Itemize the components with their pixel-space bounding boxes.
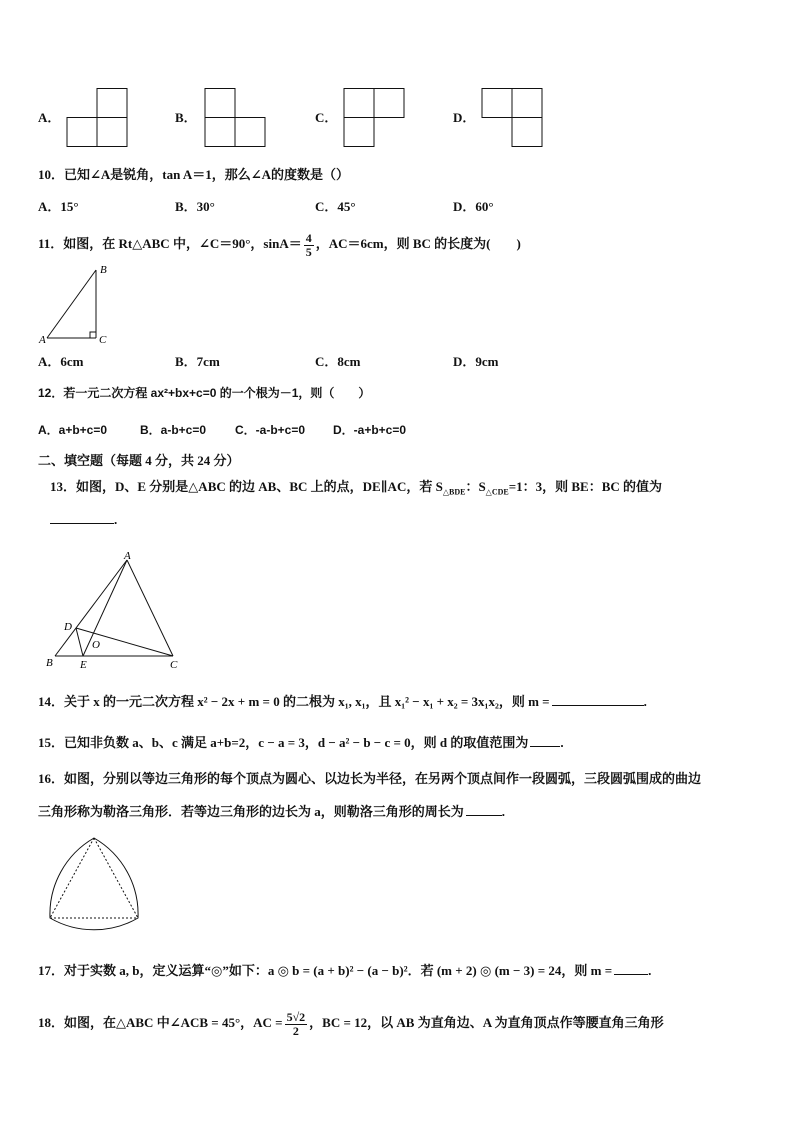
q13-sub-bde: △BDE [442,487,466,497]
q17-stem [38,961,651,980]
q16-answer-blank[interactable] [466,802,502,816]
q11-frac-den: 5 [305,244,312,259]
q17-end: . [648,963,652,978]
q13-end: . [114,512,118,527]
q11-triangle-figure [38,262,118,346]
q11-stem-prefix: 11．如图，在 Rt△ABC 中，∠C＝90°，sinA＝ [38,236,302,251]
q18-text-b: ，BC = 12，以 AB 为直角边、A 为直角顶点作等腰直角三角形 [309,1015,664,1030]
q11-option-c: C．8cm [315,354,361,369]
q11-stem-suffix: ，AC＝6cm，则 BC 的长度为( ) [315,236,521,251]
q13-label-o: O [92,639,100,651]
q14-stem [38,692,647,711]
q10-option-d: D．60° [453,199,494,214]
q13-answer-line [50,510,117,529]
q11-stem [38,230,521,259]
q13-stem-mid: ：S [465,479,486,494]
q13-label-d: D [64,621,72,633]
q11-option-d: D．9cm [453,354,499,369]
q11-option-b: B．7cm [175,354,220,369]
q9-option-b-label: B． [175,110,197,125]
q16-end: . [501,804,506,819]
q12-option-d: D．-a+b+c=0 [333,423,407,437]
q13-stem-b: =1：3，则 BE：BC 的值为 [508,479,663,494]
q13-label-e: E [80,659,87,671]
q16-stem-line2 [38,802,505,821]
q10-stem: 10．已知∠A是锐角，tan A＝1，那么∠A的度数是（） [38,167,350,182]
q14-text: 14．关于 x 的一元二次方程 x² − 2x + m = 0 的二根为 x₁, x₁，且 x₁² − x₁ + x₂ = 3x₁x₂，则 m = [38,694,550,709]
q13-stem [50,478,662,502]
q15-end: . [560,735,564,750]
q9-figure-c [343,88,405,148]
q13-triangle-figure [40,550,190,672]
q15-stem [38,733,564,752]
q11-option-a: A．6cm [38,354,84,369]
q9-figure-d [481,88,543,148]
q11-label-b: B [100,264,107,276]
q13-label-c: C [170,659,178,671]
q14-answer-blank[interactable] [552,692,644,706]
q9-option-d-label: D． [453,110,476,125]
q11-fraction [304,232,314,259]
q18-frac-den: 2 [292,1023,299,1038]
q12-stem: 12．若一元二次方程 ax²+bx+c=0 的一个根为－1，则（ ） [38,386,371,400]
q10-option-b: B．30° [175,199,215,214]
q12-option-a: A．a+b+c=0 [38,423,108,437]
q13-stem-a: 13．如图，D、E 分别是△ABC 的边 AB、BC 上的点，DE∥AC，若 S [50,479,443,494]
q9-figure-a [66,88,128,148]
q18-frac-num: 5√2 [286,1009,306,1024]
section-2-heading: 二、填空题（每题 4 分，共 24 分） [38,453,240,468]
q9-figure-b [204,88,266,148]
q13-label-b: B [46,657,53,669]
q18-stem [38,1006,664,1040]
q18-fraction [285,1011,308,1038]
q16-reuleaux-figure [36,830,148,942]
q14-end: . [643,694,647,709]
q11-label-c: C [99,334,107,346]
q17-text: 17．对于实数 a, b，定义运算“◎”如下：a ◎ b = (a + b)² − (a − b)²．若 (m + 2) ◎ (m − 3) = 24，则 m = [38,963,613,978]
q18-text-a: 18．如图，在△ABC 中∠ACB = 45°，AC = [38,1015,283,1030]
q11-label-a: A [39,334,46,346]
q13-answer-blank[interactable] [50,510,114,524]
q16-stem-line1: 16．如图，分别以等边三角形的每个顶点为圆心、以边长为半径，在另两个顶点间作一段圆弧，三段圆弧围成的曲边 [38,771,702,786]
q17-answer-blank[interactable] [614,961,648,975]
q9-option-a-label: A． [38,110,61,125]
q15-answer-blank[interactable] [530,733,560,747]
q12-option-c: C．-a-b+c=0 [235,423,306,437]
q15-text: 15．已知非负数 a、b、c 满足 a+b=2，c − a = 3，d − a² − b − c = 0，则 d 的取值范围为 [38,735,529,750]
q13-label-a: A [124,550,131,562]
q13-sub-cde: △CDE [485,487,509,497]
q11-frac-num: 4 [305,230,312,245]
q16-line2-text: 三角形称为勒洛三角形．若等边三角形的边长为 a，则勒洛三角形的周长为 [38,804,464,819]
q9-option-c-label: C． [315,110,338,125]
q10-option-a: A．15° [38,199,79,214]
q10-option-c: C．45° [315,199,356,214]
q12-option-b: B．a-b+c=0 [140,423,207,437]
